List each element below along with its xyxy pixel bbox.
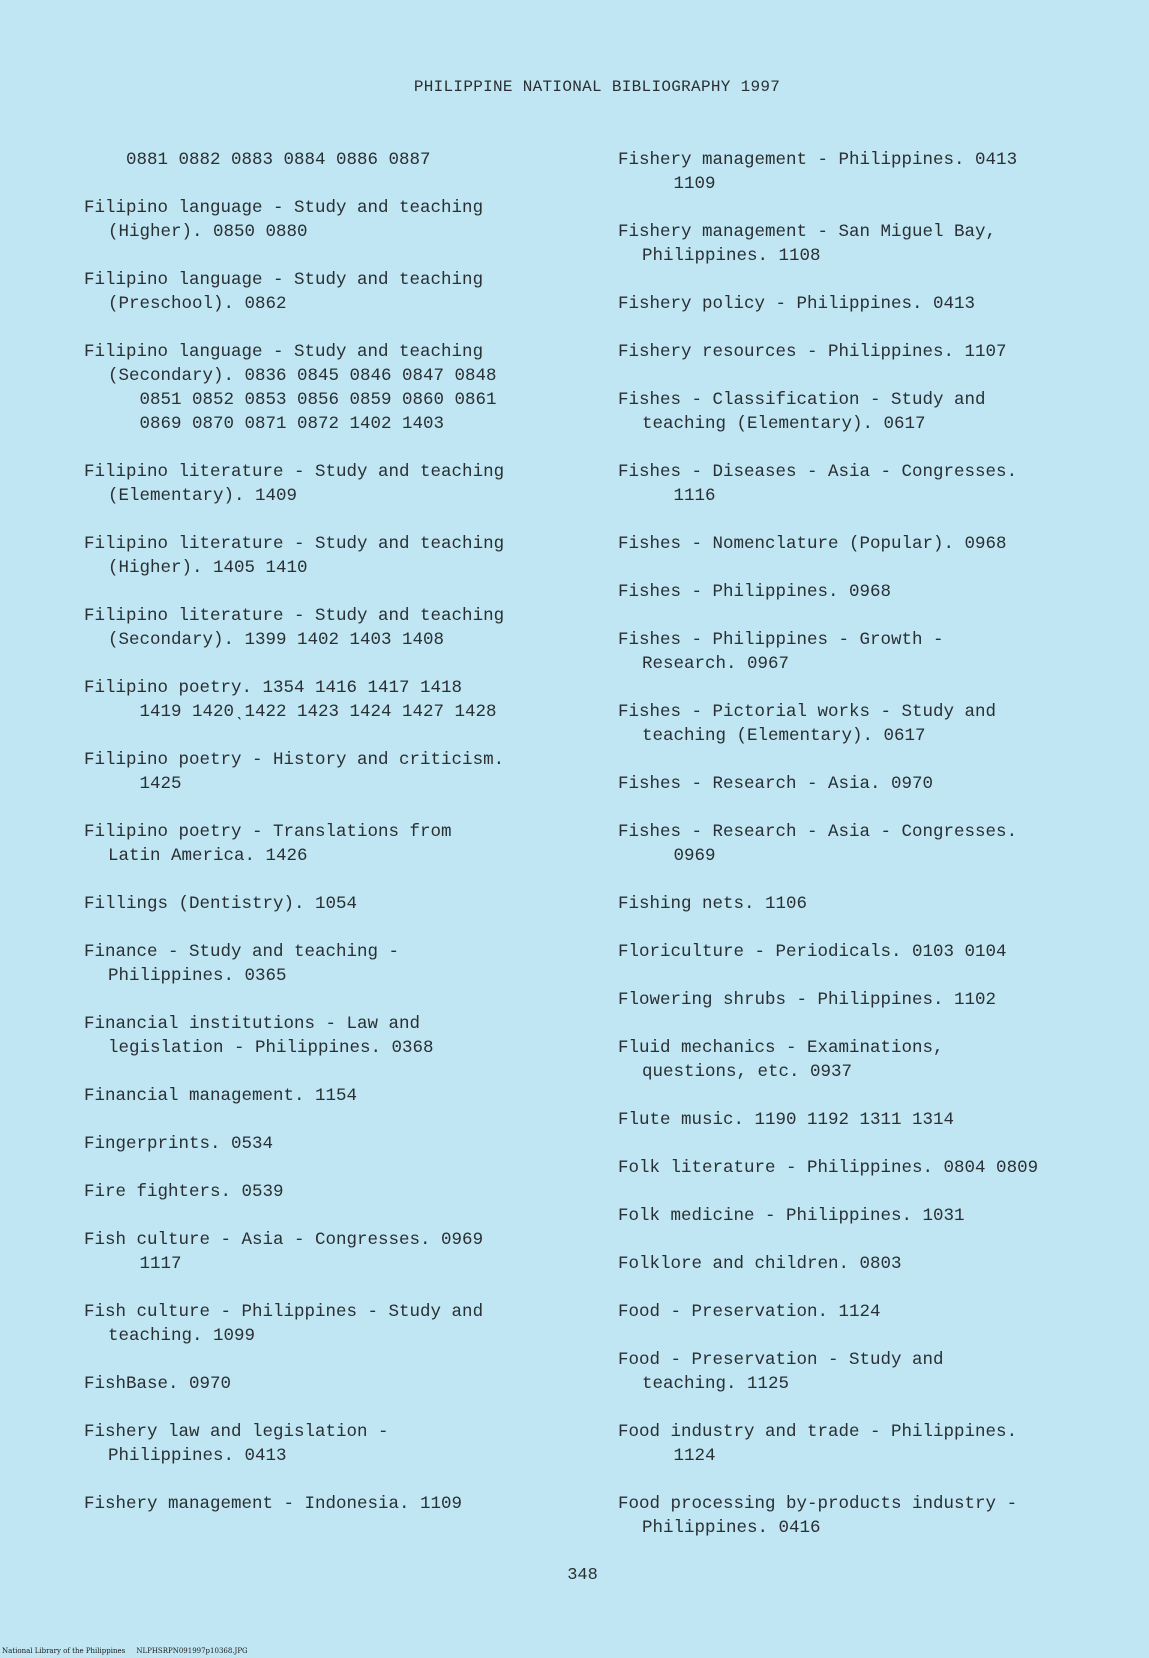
- index-entry: [618, 1492, 1017, 1540]
- index-entry-line: Fishery resources - Philippines. 1107: [618, 342, 1007, 362]
- index-entry: [618, 1348, 944, 1396]
- index-entry: [618, 220, 996, 268]
- index-entry-line: Fishes - Diseases - Asia - Congresses.: [618, 462, 1018, 482]
- index-entry: [84, 1300, 483, 1348]
- index-entry-line: (Secondary). 0836 0845 0846 0847 0848: [108, 366, 497, 386]
- index-entry-line: Fluid mechanics - Examinations,: [618, 1038, 944, 1058]
- index-entry-line: Philippines. 1108: [642, 246, 821, 266]
- index-entry: [84, 340, 497, 436]
- index-entry: [618, 628, 944, 676]
- index-entry: [618, 940, 1007, 964]
- index-entry-line: Philippines. 0365: [108, 966, 287, 986]
- index-entry: [618, 772, 933, 796]
- index-entry-line: Fishes - Classification - Study and: [618, 390, 986, 410]
- index-entry-line: Food - Preservation. 1124: [618, 1302, 881, 1322]
- index-entry: [84, 196, 483, 244]
- index-entry: [618, 1036, 944, 1084]
- index-entry-line: Fingerprints. 0534: [84, 1134, 274, 1154]
- index-entry-line: Filipino language - Study and teaching: [84, 342, 484, 362]
- index-entry-line: Flowering shrubs - Philippines. 1102: [618, 990, 997, 1010]
- index-entry-line: Food industry and trade - Philippines.: [618, 1422, 1018, 1442]
- index-entry-line: Floriculture - Periodicals. 0103 0104: [618, 942, 1007, 962]
- index-entry-line: Food processing by-products industry -: [618, 1494, 1018, 1514]
- index-entry-line: Fishes - Nomenclature (Popular). 0968: [618, 534, 1007, 554]
- index-entry: [618, 1108, 954, 1132]
- index-entry: [84, 1492, 462, 1516]
- index-entry: [84, 1372, 231, 1396]
- index-entry-line: (Higher). 0850 0880: [108, 222, 308, 242]
- index-entry: [618, 532, 1007, 556]
- index-entry: [618, 1204, 965, 1228]
- index-entry: [618, 460, 1017, 508]
- index-entry-line: Filipino language - Study and teaching: [84, 270, 484, 290]
- index-entry-line: Fishery policy - Philippines. 0413: [618, 294, 976, 314]
- index-entry: [618, 388, 986, 436]
- index-entry-line: Finance - Study and teaching -: [84, 942, 400, 962]
- index-entry: [618, 580, 891, 604]
- index-entry-line: (Preschool). 0862: [108, 294, 287, 314]
- index-entry: [84, 1084, 357, 1108]
- index-entry-line: Research. 0967: [642, 654, 790, 674]
- index-entry-line: Filipino language - Study and teaching: [84, 198, 484, 218]
- index-entry-line: Fire fighters. 0539: [84, 1182, 284, 1202]
- index-entry-line: Fishery law and legislation -: [84, 1422, 389, 1442]
- index-entry-line: Fishes - Research - Asia. 0970: [618, 774, 934, 794]
- index-entry: [618, 340, 1007, 364]
- index-entry-line: Fishes - Philippines - Growth -: [618, 630, 944, 650]
- index-entry-line: Filipino literature - Study and teaching: [84, 534, 505, 554]
- index-entry-line: Fishery management - San Miguel Bay,: [618, 222, 997, 242]
- index-entry-line: (Elementary). 1409: [108, 486, 298, 506]
- index-entry: [618, 292, 975, 316]
- index-entry-line: 1425: [108, 774, 182, 794]
- index-entry-line: 0851 0852 0853 0856 0859 0860 0861: [108, 390, 497, 410]
- index-entry: [84, 1180, 284, 1204]
- index-entry-line: Fishes - Pictorial works - Study and: [618, 702, 997, 722]
- index-entry-line: Philippines. 0413: [108, 1446, 287, 1466]
- index-entry: [84, 1012, 434, 1060]
- index-entry-line: FishBase. 0970: [84, 1374, 232, 1394]
- index-entry-line: Financial institutions - Law and: [84, 1014, 421, 1034]
- index-entry: [84, 604, 504, 652]
- index-entry-line: Financial management. 1154: [84, 1086, 358, 1106]
- page-number: 348: [567, 1566, 598, 1585]
- index-entry: [618, 1252, 902, 1276]
- index-entry-line: 1124: [642, 1446, 716, 1466]
- index-entry-line: Filipino literature - Study and teaching: [84, 606, 505, 626]
- index-entry-line: Folklore and children. 0803: [618, 1254, 902, 1274]
- index-entry-line: 0969: [642, 846, 716, 866]
- index-entry-line: Fish culture - Asia - Congresses. 0969: [84, 1230, 484, 1250]
- index-entry-line: Filipino poetry - History and criticism.: [84, 750, 505, 770]
- index-entry-line: Filipino poetry. 1354 1416 1417 1418: [84, 678, 463, 698]
- index-entry: [618, 1420, 1017, 1468]
- index-entry-line: teaching. 1099: [108, 1326, 256, 1346]
- index-entry: [84, 892, 357, 916]
- index-entry-line: 1117: [108, 1254, 182, 1274]
- index-entry: [84, 940, 399, 988]
- index-entry-line: 0869 0870 0871 0872 1402 1403: [108, 414, 445, 434]
- index-entry: [84, 748, 504, 796]
- index-entry: [84, 676, 497, 724]
- index-entry-line: 1116: [642, 486, 716, 506]
- index-entry: [84, 1420, 389, 1468]
- page-header: PHILIPPINE NATIONAL BIBLIOGRAPHY 1997: [413, 78, 781, 96]
- index-entry-line: Fishing nets. 1106: [618, 894, 808, 914]
- index-entry-line: (Secondary). 1399 1402 1403 1408: [108, 630, 445, 650]
- index-entry-line: Fishery management - Indonesia. 1109: [84, 1494, 463, 1514]
- index-entry-line: teaching. 1125: [642, 1374, 790, 1394]
- index-entry-line: Fishery management - Philippines. 0413: [618, 150, 1018, 170]
- index-entry: [84, 1228, 483, 1276]
- index-entry-line: Philippines. 0416: [642, 1518, 821, 1538]
- index-entry: [84, 820, 452, 868]
- index-entry-line: Latin America. 1426: [108, 846, 308, 866]
- index-entry-line: Flute music. 1190 1192 1311 1314: [618, 1110, 955, 1130]
- index-entry: [618, 892, 807, 916]
- index-entry-line: Food - Preservation - Study and: [618, 1350, 944, 1370]
- index-entry: [84, 532, 504, 580]
- index-entry-line: Fillings (Dentistry). 1054: [84, 894, 358, 914]
- index-entry: [618, 700, 996, 748]
- index-entry-line: questions, etc. 0937: [642, 1062, 853, 1082]
- index-entry: [618, 148, 1017, 196]
- index-entry: [84, 460, 504, 508]
- index-entry-line: Folk medicine - Philippines. 1031: [618, 1206, 965, 1226]
- index-entry-line: Folk literature - Philippines. 0804 0809: [618, 1158, 1039, 1178]
- index-entry-line: Filipino literature - Study and teaching: [84, 462, 505, 482]
- index-entry: [618, 988, 996, 1012]
- index-entry-line: teaching (Elementary). 0617: [642, 726, 926, 746]
- index-entry-line: (Higher). 1405 1410: [108, 558, 308, 578]
- index-entry-line: 0881 0882 0883 0884 0886 0887: [84, 150, 431, 170]
- index-entry: [618, 1300, 881, 1324]
- index-entry-line: 1109: [642, 174, 716, 194]
- index-entry: [84, 1132, 273, 1156]
- index-entry-line: 1419 1420ˎ1422 1423 1424 1427 1428: [108, 702, 497, 722]
- index-entry: [84, 268, 483, 316]
- index-entry: [84, 148, 431, 172]
- index-entry-line: Filipino poetry - Translations from: [84, 822, 452, 842]
- index-entry-line: Fish culture - Philippines - Study and: [84, 1302, 484, 1322]
- index-entry-line: legislation - Philippines. 0368: [108, 1038, 434, 1058]
- footer-note: National Library of the Philippines NLPHSRPN091997p10368.JPG: [2, 1647, 248, 1655]
- index-entry: [618, 1156, 1038, 1180]
- index-entry-line: teaching (Elementary). 0617: [642, 414, 926, 434]
- index-entry-line: Fishes - Research - Asia - Congresses.: [618, 822, 1018, 842]
- index-entry: [618, 820, 1017, 868]
- index-entry-line: Fishes - Philippines. 0968: [618, 582, 892, 602]
